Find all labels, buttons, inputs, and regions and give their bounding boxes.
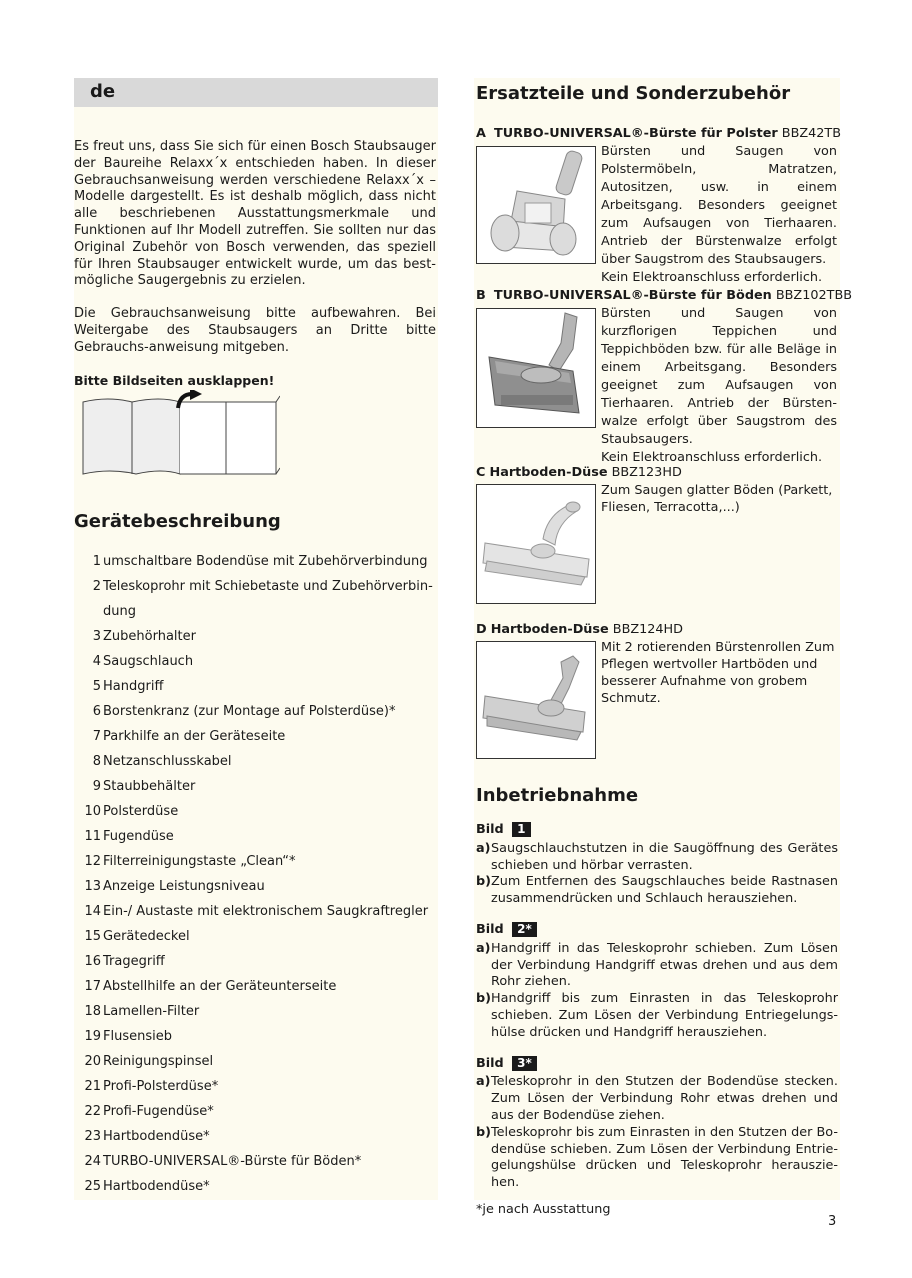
device-description-heading: Gerätebeschreibung	[74, 511, 281, 532]
part-number: 16	[84, 954, 101, 969]
part-number: 9	[92, 779, 101, 794]
hard-floor-nozzle-rollers-image	[476, 641, 596, 759]
part-number: 4	[92, 654, 101, 669]
part-label: Hartbodendüse*	[103, 1129, 210, 1144]
hard-floor-nozzle-image	[476, 484, 596, 604]
parts-list-item	[74, 901, 438, 926]
part-number: 1	[92, 554, 101, 569]
floor-turbo-brush-image	[476, 308, 596, 428]
parts-list-item	[74, 1151, 438, 1176]
parts-list-item	[74, 1001, 438, 1026]
parts-list-item	[74, 851, 438, 876]
accessory-d-name: Hartboden-Düse	[490, 622, 609, 637]
part-number: 3	[92, 629, 101, 644]
accessory-c-name: Hartboden-Düse	[489, 465, 608, 480]
parts-list-item	[74, 826, 438, 851]
part-label: Flusensieb	[103, 1029, 172, 1044]
part-label: Gerätedeckel	[103, 929, 190, 944]
part-number: 5	[92, 679, 101, 694]
accessory-d-desc-text: Mit 2 rotierenden Bürstenrollen Zum Pflegen wertvoller Hartböden und besserer Aufnahme von grobem Schmutz.	[601, 640, 835, 706]
bild-2-step-b: b) Handgriff bis zum Einrasten in das Teleskoprohr schieben. Zum Lösen der Verbindung Entriegelungs-hülse drücken und Handgriff herausziehen.	[476, 991, 838, 1040]
parts-list-item	[74, 1101, 438, 1126]
part-label: Filterreinigungstaste „Clean“*	[103, 854, 296, 869]
parts-list-item	[74, 1026, 438, 1051]
part-label: Polsterdüse	[103, 804, 179, 819]
parts-list-item	[74, 1126, 438, 1151]
part-number: 17	[84, 979, 101, 994]
accessory-b-desc-text: Bürsten und Saugen von kurzflorigen Teppichen und Teppichböden bzw. für alle Beläge in einem Arbeitsgang. Besonders geeignet zum Aufsaugen von Tierhaaren. Antrieb der Bürsten-walze erfolgt über Saugstrom des Staubsaugers.	[601, 306, 837, 447]
part-number: 6	[92, 704, 101, 719]
bild-2-label: Bild 2*	[476, 922, 838, 939]
part-number: 25	[84, 1179, 101, 1194]
part-number: 11	[84, 829, 101, 844]
part-label: Borstenkranz (zur Montage auf Polsterdüse)*	[103, 704, 396, 719]
part-number: 2	[92, 579, 101, 594]
bild-3-tag: 3*	[512, 1056, 537, 1071]
part-label: Teleskoprohr mit Schiebetaste und Zubehörverbin-dung	[103, 579, 433, 619]
part-label: Profi-Fugendüse*	[103, 1104, 214, 1119]
part-number: 18	[84, 1004, 101, 1019]
operation-steps	[476, 822, 838, 1206]
accessory-b-description	[601, 305, 837, 467]
part-label: Staubbehälter	[103, 779, 196, 794]
part-label: Netzanschlusskabel	[103, 754, 232, 769]
parts-list	[74, 551, 438, 1201]
part-number: 13	[84, 879, 101, 894]
footnote: *je nach Ausstattung	[476, 1202, 611, 1217]
part-label: TURBO-UNIVERSAL®-Bürste für Böden*	[103, 1154, 362, 1169]
accessory-b-name: TURBO-UNIVERSAL®-Bürste für Böden	[493, 288, 772, 303]
parts-list-item	[74, 676, 438, 701]
accessory-d-description	[601, 639, 837, 707]
part-number: 23	[84, 1129, 101, 1144]
accessory-a-name: TURBO-UNIVERSAL®-Bürste für Polster	[494, 126, 778, 141]
intro-paragraph-1: Es freut uns, dass Sie sich für einen Bosch Staubsauger der Baureihe Relaxx´x entschieden haben. In dieser Gebrauchsanweisung werden verschiedene Relaxx´x – Modelle dargestellt. Es ist deshalb möglich, dass nicht alle beschriebenen Ausstattungsmerkmale und Funktionen auf Ihr Modell zutreffen. Sie sollten nur das Original Zubehör von Bosch verwenden, das speziell für Ihren Staubsauger entwickelt wurde, um das best-mögliche Saugergebnis zu erzielen.	[74, 139, 436, 289]
accessory-a-letter: A	[476, 126, 486, 141]
bild-1-tag: 1	[512, 822, 530, 837]
language-tag: de	[90, 81, 116, 102]
accessory-c-title	[476, 465, 682, 480]
parts-list-item	[74, 626, 438, 651]
accessory-d-letter: D	[476, 622, 487, 637]
bild-2-block	[476, 922, 838, 1042]
parts-list-item	[74, 576, 438, 626]
part-label: Lamellen-Filter	[103, 1004, 200, 1019]
bild-3-step-a: a) Teleskoprohr in den Stutzen der Bodendüse stecken. Zum Lösen der Verbindung Rohr etwas drehen und aus der Bodendüse ziehen.	[476, 1074, 838, 1123]
part-number: 12	[84, 854, 101, 869]
parts-list-item	[74, 651, 438, 676]
part-number: 14	[84, 904, 101, 919]
part-label: Zubehörhalter	[103, 629, 196, 644]
part-number: 20	[84, 1054, 101, 1069]
parts-list-item	[74, 751, 438, 776]
bild-1-step-b: b) Zum Entfernen des Saugschlauches beide Rastnasen zusammendrücken und Schlauch herausziehen.	[476, 874, 838, 907]
part-label: Saugschlauch	[103, 654, 194, 669]
part-label: Reinigungspinsel	[103, 1054, 214, 1069]
part-number: 7	[92, 729, 101, 744]
accessory-d-title	[476, 622, 683, 637]
part-label: Fugendüse	[103, 829, 174, 844]
bild-3-block	[476, 1056, 838, 1192]
accessory-b-title	[476, 288, 852, 303]
part-label: Handgriff	[103, 679, 164, 694]
accessory-a-description	[601, 143, 837, 287]
part-number: 15	[84, 929, 101, 944]
parts-list-item	[74, 1176, 438, 1201]
part-number: 10	[84, 804, 101, 819]
bild-3-label: Bild 3*	[476, 1056, 838, 1073]
part-number: 21	[84, 1079, 101, 1094]
part-label: Hartbodendüse*	[103, 1179, 210, 1194]
part-label: Anzeige Leistungsniveau	[103, 879, 265, 894]
fold-out-note: Bitte Bildseiten ausklappen!	[74, 373, 275, 388]
parts-list-item	[74, 551, 438, 576]
part-label: umschaltbare Bodendüse mit Zubehörverbindung	[103, 554, 428, 569]
upholstery-turbo-brush-image	[476, 146, 596, 264]
bild-2-step-a: a) Handgriff in das Teleskoprohr schieben. Zum Lösen der Verbindung Handgriff etwas drehen und aus dem Rohr ziehen.	[476, 940, 838, 990]
accessory-a-note: Kein Elektroanschluss erforderlich.	[601, 270, 823, 285]
parts-list-item	[74, 801, 438, 826]
parts-list-item	[74, 701, 438, 726]
part-label: Abstellhilfe an der Geräteunterseite	[103, 979, 337, 994]
accessory-c-desc-text: Zum Saugen glatter Böden (Parkett, Fliesen, Terracotta,...)	[601, 483, 833, 515]
accessory-c-letter: C	[476, 465, 486, 480]
parts-list-item	[74, 776, 438, 801]
page-number: 3	[828, 1214, 837, 1229]
bild-1-step-a: a) Saugschlauchstutzen in die Saugöffnung des Gerätes schieben und hörbar verrasten.	[476, 840, 838, 873]
parts-list-item	[74, 1076, 438, 1101]
part-label: Profi-Polsterdüse*	[103, 1079, 219, 1094]
accessory-c-code: BBZ123HD	[611, 465, 682, 480]
parts-list-item	[74, 726, 438, 751]
accessory-b-note: Kein Elektroanschluss erforderlich.	[601, 450, 823, 465]
language-header-bar	[74, 78, 438, 107]
part-number: 24	[84, 1154, 101, 1169]
accessory-a-desc-text: Bürsten und Saugen von Polstermöbeln, Matratzen, Autositzen, usw. in einem Arbeitsgang. Besonders geeignet zum Aufsaugen von Tierhaaren. Antrieb der Bürstenwalze erfolgt über Saugstrom des Staubsaugers.	[601, 144, 837, 267]
accessory-a-code: BBZ42TB	[781, 126, 842, 141]
part-number: 22	[84, 1104, 101, 1119]
accessories-heading: Ersatzteile und Sonderzubehör	[476, 83, 791, 104]
part-label: Ein-/ Austaste mit elektronischem Saugkraftregler	[103, 904, 429, 919]
fold-out-pages-illustration	[80, 390, 280, 478]
accessory-b-code: BBZ102TBB	[775, 288, 853, 303]
parts-list-item	[74, 876, 438, 901]
part-number: 19	[84, 1029, 101, 1044]
part-label: Parkhilfe an der Geräteseite	[103, 729, 286, 744]
bild-2-tag: 2*	[512, 922, 537, 937]
intro-text	[74, 139, 436, 373]
bild-1-label: Bild 1	[476, 822, 838, 839]
parts-list-item	[74, 926, 438, 951]
operation-heading: Inbetriebnahme	[476, 785, 639, 806]
parts-list-item	[74, 951, 438, 976]
parts-list-item	[74, 976, 438, 1001]
part-label: Tragegriff	[103, 954, 165, 969]
parts-list-item	[74, 1051, 438, 1076]
accessory-b-letter: B	[476, 288, 486, 303]
accessory-a-title	[476, 126, 841, 141]
intro-paragraph-2: Die Gebrauchsanweisung bitte aufbewahren. Bei Weitergabe des Staubsaugers an Dritte bitte Gebrauchs-anweisung mitgeben.	[74, 306, 436, 355]
part-number: 8	[92, 754, 101, 769]
bild-1-block	[476, 822, 838, 908]
accessory-d-code: BBZ124HD	[612, 622, 684, 637]
accessory-c-description	[601, 482, 837, 516]
bild-3-step-b: b) Teleskoprohr bis zum Einrasten in den Stutzen der Bo-dendüse schieben. Zum Lösen der Verbindung Entrie-gelungshülse drücken und Teleskoprohr herauszie-hen.	[476, 1124, 838, 1191]
